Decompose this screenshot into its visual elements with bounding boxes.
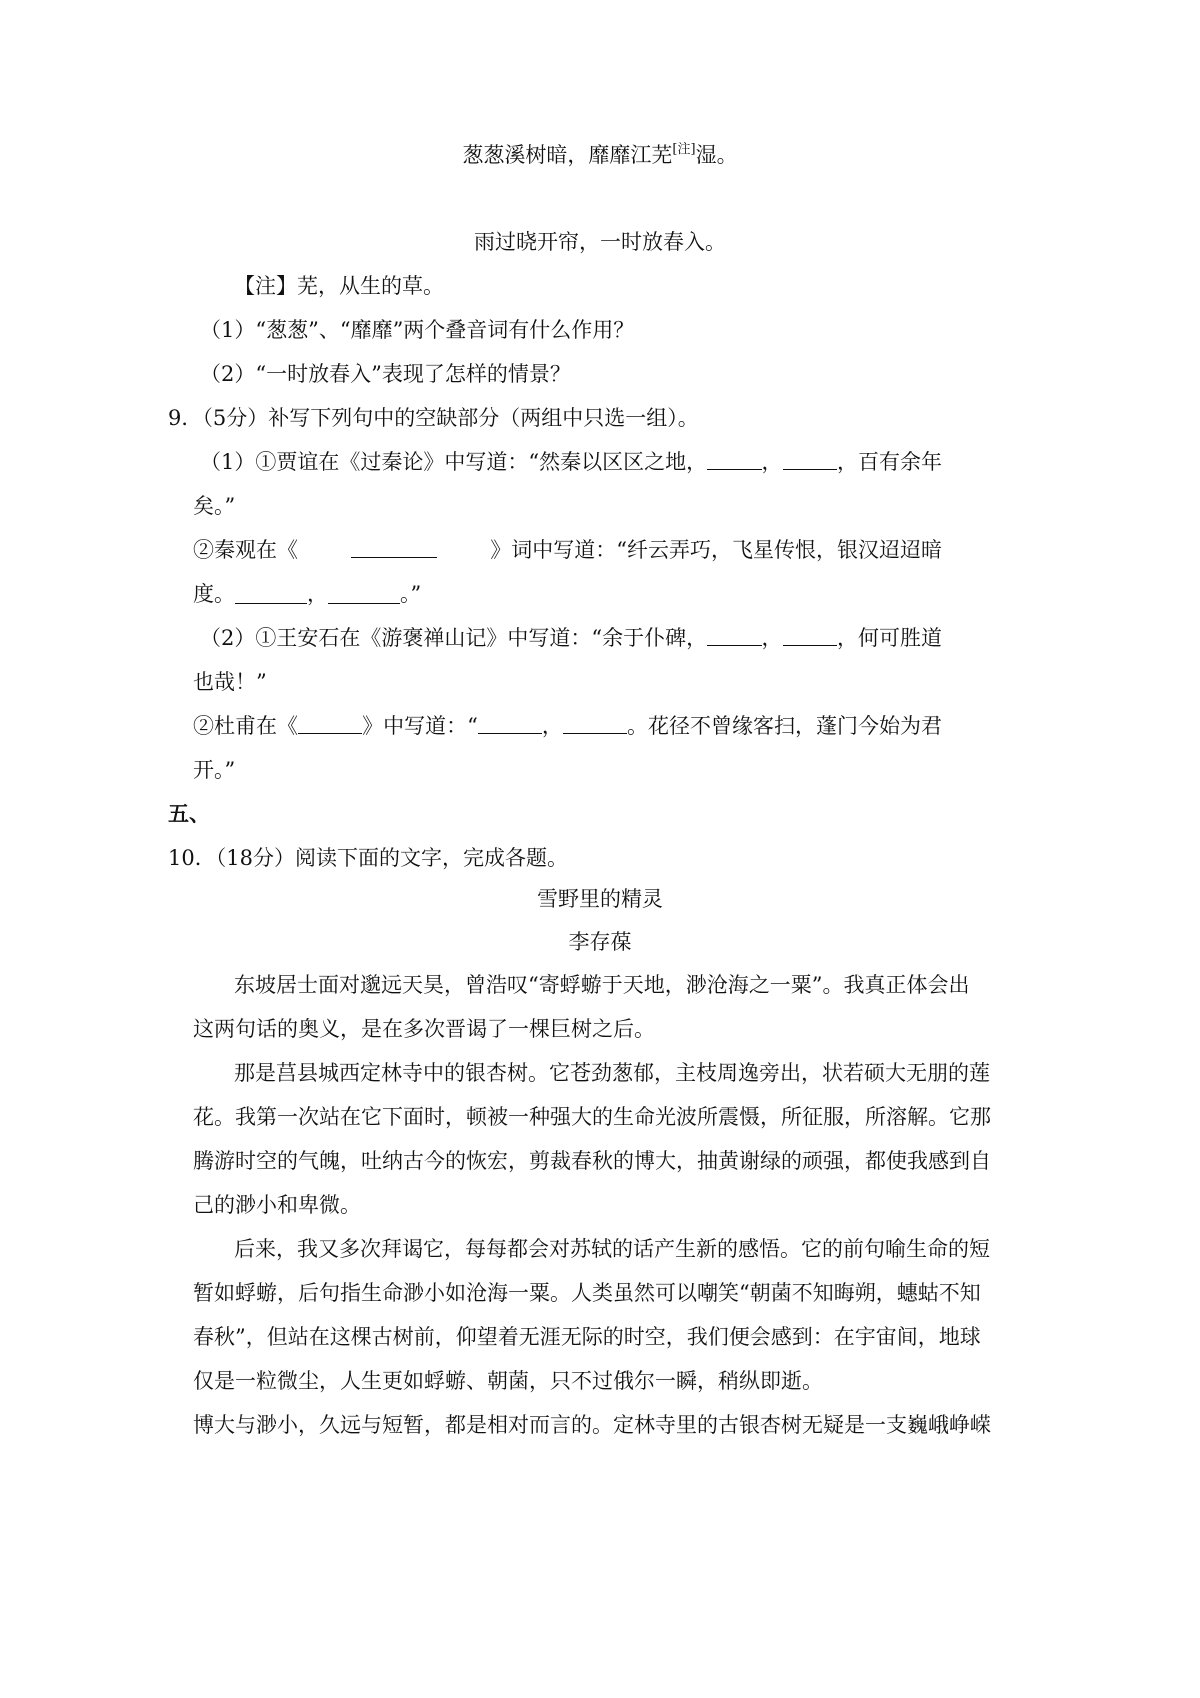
question-10-header: 10．（18分）阅读下面的文字，完成各题。 [168, 846, 568, 870]
q9-group2-line1 [200, 623, 942, 653]
q9-g2a-suffix: ，何可胜道 [836, 626, 942, 650]
paragraph-2-line-2: 花。我第一次站在它下面时，顿被一种强大的生命光波所震慑，所征服，所溶解。它那 [193, 1105, 991, 1129]
q9-group2-line1-end: 也哉！” [193, 670, 267, 694]
poem-line-2: 雨过晓开帘，一时放春入。 [474, 230, 726, 254]
comma: ， [307, 582, 328, 606]
q9-group2-line2 [193, 711, 942, 741]
fill-blank[interactable] [783, 623, 837, 646]
fill-blank[interactable] [707, 623, 761, 646]
paragraph-2-line-1: 那是莒县城西定林寺中的银杏树。它苍劲葱郁，主枝周逸旁出，状若硕大无朋的莲 [234, 1061, 990, 1085]
q9-group1-line1-end: 矣。” [193, 494, 236, 518]
paragraph-1-line-1: 东坡居士面对邈远天昊，曾浩叹“寄蜉蝣于天地，渺沧海之一粟”。我真正体会出 [234, 973, 970, 997]
article-author: 李存葆 [568, 930, 632, 954]
comma: ， [761, 450, 783, 474]
poem-question-1: （1）“葱葱”、“靡靡”两个叠音词有什么作用？ [200, 318, 635, 342]
poem-line-1 [0, 140, 1200, 170]
q9-g1a-suffix: ，百有余年 [836, 450, 942, 474]
paragraph-3-line-3: 春秋”，但站在这棵古树前，仰望着无涯无际的时空，我们便会感到：在宇宙间，地球 [193, 1325, 981, 1349]
article-title: 雪野里的精灵 [537, 887, 663, 911]
fill-blank[interactable] [707, 447, 761, 470]
paragraph-3-line-2: 暂如蜉蝣，后句指生命渺小如沧海一粟。人类虽然可以嘲笑“朝菌不知晦朔，蟪蛄不知 [193, 1281, 981, 1305]
q9-g2a-prefix: （2）①王安石在《游褒禅山记》中写道：“余于仆碑， [200, 626, 708, 650]
fill-blank[interactable] [478, 711, 542, 734]
paragraph-2-line-4: 己的渺小和卑微。 [193, 1193, 361, 1217]
q9-g2b-suffix: 。花径不曾缘客扫，蓬门今始为君 [626, 714, 942, 738]
poem-line-1-text: 葱葱溪树暗，靡靡江芜 [462, 143, 673, 167]
poem-note: 【注】芜，从生的草。 [234, 274, 444, 298]
fill-blank[interactable] [563, 711, 627, 734]
fill-blank[interactable] [328, 581, 400, 604]
comma: ， [761, 626, 783, 650]
q9-group2-line2-end: 开。” [193, 758, 236, 782]
q9-g1b-end-suffix: 。” [400, 582, 422, 606]
q9-group1-line2 [193, 535, 942, 565]
poem-line-1-end: 湿。 [695, 143, 738, 167]
fill-blank[interactable] [783, 447, 837, 470]
fill-blank[interactable] [298, 711, 362, 734]
paragraph-1-line-2: 这两句话的奥义，是在多次晋谒了一棵巨树之后。 [193, 1017, 655, 1041]
q9-group1-line2-end [193, 579, 421, 609]
q9-g1b-end-prefix: 度。 [193, 582, 235, 606]
fill-blank[interactable] [235, 581, 307, 604]
paragraph-4-line-1: 博大与渺小，久远与短暂，都是相对而言的。定林寺里的古银杏树无疑是一支巍峨峥嵘 [193, 1413, 991, 1437]
q9-g1b-prefix: ②秦观在《 [193, 538, 298, 562]
question-9-header: 9．（5分）补写下列句中的空缺部分（两组中只选一组）。 [168, 406, 699, 430]
note-marker: [注] [672, 142, 696, 157]
comma: ， [541, 714, 563, 738]
q9-g1a-prefix: （1）①贾谊在《过秦论》中写道：“然秦以区区之地， [200, 450, 708, 474]
q9-group1-line1 [200, 447, 942, 477]
section-5-label: 五、 [168, 801, 210, 826]
q9-g1b-suffix: 》词中写道：“纤云弄巧，飞星传恨，银汉迢迢暗 [490, 538, 942, 562]
paragraph-3-line-1: 后来，我又多次拜谒它，每每都会对苏轼的话产生新的感悟。它的前句喻生命的短 [234, 1237, 990, 1261]
paragraph-2-line-3: 腾游时空的气魄，吐纳古今的恢宏，剪裁春秋的博大，抽黄谢绿的顽强，都使我感到自 [193, 1149, 991, 1173]
paragraph-3-line-4: 仅是一粒微尘，人生更如蜉蝣、朝菌，只不过俄尔一瞬，稍纵即逝。 [193, 1369, 823, 1393]
fill-blank[interactable] [351, 535, 437, 558]
q9-g2b-prefix: ②杜甫在《 [193, 714, 298, 738]
poem-question-2: （2）“一时放春入”表现了怎样的情景？ [200, 362, 571, 386]
q9-g2b-mid: 》中写道：“ [362, 714, 478, 738]
